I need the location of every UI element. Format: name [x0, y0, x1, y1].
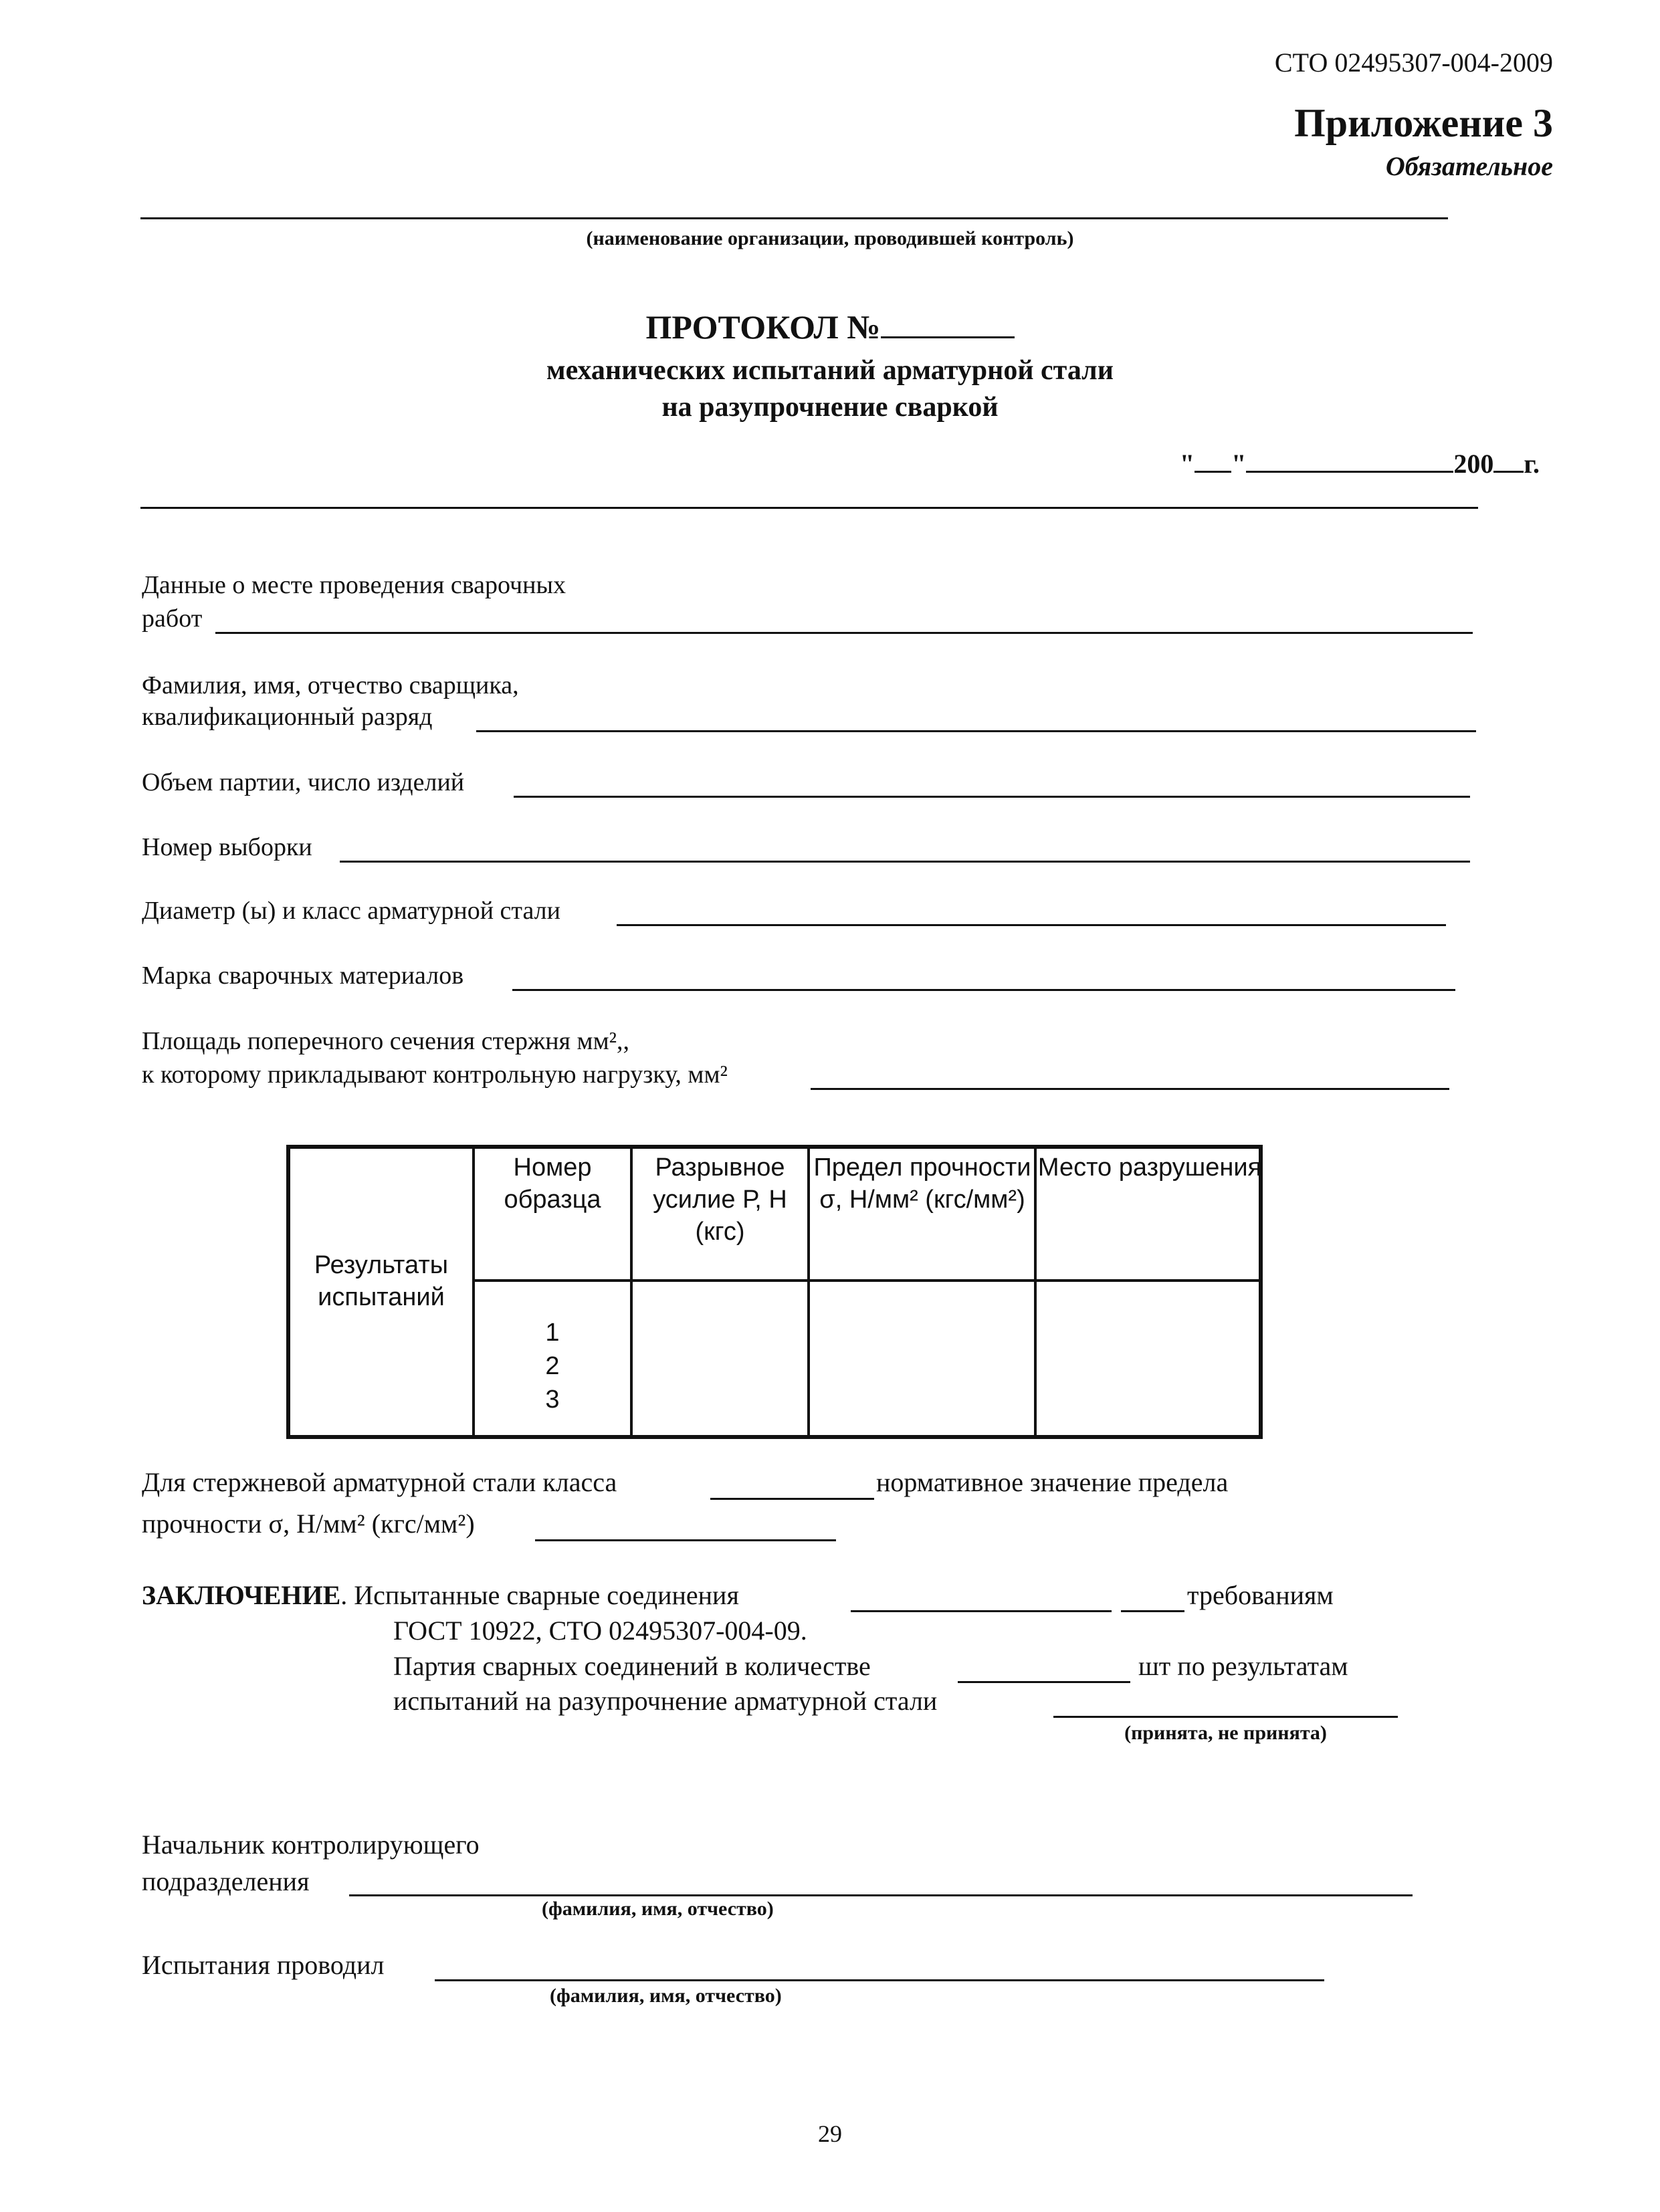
sample-number: 1	[545, 1319, 560, 1347]
conclusion-line-1	[142, 1579, 739, 1611]
appendix-status: Обязательное	[1385, 151, 1553, 181]
results-table	[286, 1145, 1263, 1439]
diameter-label: Диаметр (ы) и класс арматурной стали	[142, 897, 560, 925]
tester-signature-line	[435, 1979, 1324, 1981]
conclusion-blank-2	[1121, 1610, 1184, 1612]
place-label-2: работ	[142, 604, 203, 633]
chief-label-2: подразделения	[142, 1866, 310, 1896]
welder-label-2: квалификационный разряд	[142, 703, 433, 731]
chief-caption: (фамилия, имя, отчество)	[542, 1898, 774, 1920]
materials-input-line	[512, 989, 1455, 991]
sample-input-line	[340, 861, 1470, 863]
norm-text-1b: нормативное значение предела	[876, 1467, 1229, 1497]
row-header-results: Результаты испытаний	[314, 1251, 449, 1311]
org-caption: (наименование организации, проводившей контроль)	[586, 227, 1074, 249]
sample-number: 2	[545, 1352, 560, 1380]
appendix-title: Приложение 3	[1294, 101, 1553, 145]
conclusion-result-blank	[1053, 1716, 1398, 1718]
chief-label-1: Начальник контролирующего	[142, 1830, 480, 1860]
norm-text-1a: Для стержневой арматурной стали класса	[142, 1467, 617, 1497]
date-suffix: г.	[1524, 449, 1540, 479]
date-year-blank	[1493, 449, 1524, 473]
materials-label: Марка сварочных материалов	[142, 962, 464, 990]
batch-label: Объем партии, число изделий	[142, 768, 465, 796]
conclusion-text-2: ГОСТ 10922, СТО 02495307-004-09.	[393, 1616, 807, 1646]
diameter-input-line	[617, 924, 1446, 926]
date-underline	[140, 507, 1478, 509]
place-label-1: Данные о месте проведения сварочных	[142, 571, 566, 599]
conclusion-qty-blank	[958, 1681, 1130, 1683]
org-name-line	[140, 217, 1448, 219]
conclusion-text-3b: шт по результатам	[1138, 1651, 1348, 1681]
standard-code: СТО 02495307-004-2009	[1274, 47, 1553, 78]
conclusion-blank-1	[851, 1610, 1112, 1612]
chief-signature-line	[349, 1894, 1413, 1896]
date-year: 200	[1453, 449, 1494, 479]
date-line	[1180, 448, 1540, 479]
conclusion-text-1a: . Испытанные сварные соединения	[340, 1580, 739, 1610]
date-month-blank	[1246, 449, 1453, 473]
protocol-title-text: ПРОТОКОЛ №	[645, 308, 881, 346]
welder-label-1: Фамилия, имя, отчество сварщика,	[142, 671, 519, 699]
conclusion-text-3a: Партия сварных соединений в количестве	[393, 1651, 871, 1681]
page-number: 29	[818, 2120, 842, 2147]
table-row-divider	[472, 1279, 1259, 1282]
sample-label: Номер выборки	[142, 833, 312, 861]
area-input-line	[811, 1088, 1449, 1090]
conclusion-caption: (принята, не принята)	[1124, 1722, 1327, 1744]
area-label-1: Площадь поперечного сечения стержня мм²,,	[142, 1027, 630, 1055]
table-col-divider	[807, 1149, 810, 1435]
tester-caption: (фамилия, имя, отчество)	[550, 1985, 782, 2007]
date-day-blank	[1195, 449, 1231, 473]
date-quote-open: "	[1179, 449, 1195, 479]
protocol-number-blank	[881, 310, 1015, 338]
col-header-strength: Предел прочности σ, Н/мм² (кгс/мм²)	[813, 1153, 1031, 1214]
welder-input-line	[476, 730, 1476, 732]
tester-label: Испытания проводил	[142, 1950, 385, 1980]
protocol-title	[0, 308, 1660, 346]
protocol-subtitle-2: на разупрочнение сваркой	[661, 392, 999, 423]
norm-value-line	[535, 1539, 836, 1541]
col-header-force: Разрывное усилие Р, Н (кгс)	[653, 1153, 787, 1246]
col-header-sample: Номер образца	[504, 1153, 601, 1214]
sample-number: 3	[545, 1386, 560, 1414]
conclusion-text-4: испытаний на разупрочнение арматурной стали	[393, 1686, 938, 1716]
area-label-2: к которому прикладывают контрольную нагрузку, мм²	[142, 1061, 728, 1089]
norm-text-2: прочности σ, Н/мм² (кгс/мм²)	[142, 1509, 475, 1539]
protocol-subtitle-1: механических испытаний арматурной стали	[546, 355, 1114, 386]
col-header-place: Место разрушения	[1037, 1153, 1262, 1182]
conclusion-label: ЗАКЛЮЧЕНИЕ	[142, 1580, 341, 1610]
table-col-divider	[1034, 1149, 1037, 1435]
place-input-line	[215, 632, 1473, 634]
norm-class-line	[710, 1498, 874, 1500]
batch-input-line	[514, 796, 1470, 798]
date-quote-close: "	[1231, 449, 1247, 479]
conclusion-text-1b: требованиям	[1187, 1580, 1334, 1610]
